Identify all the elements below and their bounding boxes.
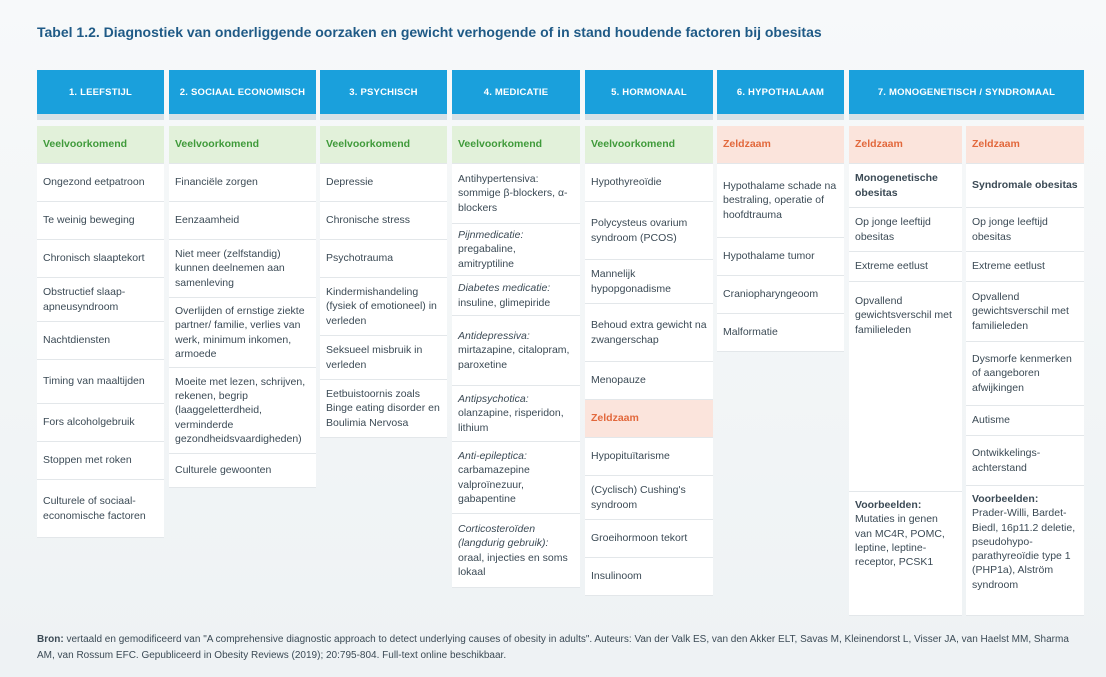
table-cell: Op jonge leeftijd obesitas <box>849 208 962 252</box>
table-cell: Mannelijk hypopgonadisme <box>585 260 713 304</box>
medication-cell <box>452 164 580 224</box>
column-header: 4. MEDICATIE <box>452 70 580 120</box>
table-cell: Seksueel misbruik in verleden <box>320 336 447 380</box>
subcolumn-heading: Monogenetische obesitas <box>849 164 962 208</box>
source-note <box>37 632 1077 664</box>
table-cell: Culturele of sociaal-economische factoren <box>37 480 164 538</box>
table-cell: Menopauze <box>585 362 713 400</box>
medication-label: Antidepressiva: <box>458 330 530 343</box>
examples-label: Voorbeelden: <box>972 493 1039 505</box>
examples-text: Prader-Willi, Bardet-Biedl, 16p11.2 deletie, pseudohypo-parathyreoïdie type 1 (PHP1a), Alström syndroom <box>972 507 1076 591</box>
subcolumn-monogenetisch <box>849 126 962 616</box>
column-header: 5. HORMONAAL <box>585 70 713 120</box>
table-cell: Hypopituïtarisme <box>585 438 713 476</box>
column-header: 6. HYPOTHALAAM <box>717 70 844 120</box>
medication-cell <box>452 386 580 442</box>
category-common: Veelvoorkomend <box>585 126 713 164</box>
examples-cell <box>849 492 962 616</box>
table-cell: Culturele gewoonten <box>169 454 316 488</box>
medication-text: olanzapine, risperidon, lithium <box>458 407 564 434</box>
table-cell: Op jonge leeftijd obesitas <box>966 208 1084 252</box>
table-cell: (Cyclisch) Cushing's syndroom <box>585 476 713 520</box>
column-header: 3. PSYCHISCH <box>320 70 447 120</box>
table-cell: Opvallend gewichtsverschil met familieleden <box>966 282 1084 342</box>
medication-cell <box>452 514 580 588</box>
medication-label: Antihypertensiva: <box>458 173 539 186</box>
table-cell: Fors alcoholgebruik <box>37 404 164 442</box>
medication-cell <box>452 276 580 316</box>
medication-cell <box>452 442 580 514</box>
table-cell: Te weinig beweging <box>37 202 164 240</box>
table-cell: Ontwikkelings-achterstand <box>966 436 1084 486</box>
column-header: 1. LEEFSTIJL <box>37 70 164 120</box>
medication-label: Corticosteroïden (langdurig gebruik): <box>458 522 549 550</box>
table-cell: Moeite met lezen, schrijven, rekenen, begrip (laaggeletterdheid, verminderde gezondheidsvaardigheden) <box>169 368 316 454</box>
table-cell: Behoud extra gewicht na zwangerschap <box>585 304 713 362</box>
column-medicatie <box>452 70 580 588</box>
table-cell: Malformatie <box>717 314 844 352</box>
table-cell: Insulinoom <box>585 558 713 596</box>
table-cell: Ongezond eetpatroon <box>37 164 164 202</box>
medication-text: carbamazepine valproïnezuur, gabapentine <box>458 464 530 505</box>
medication-text: pregabaline, amitryptiline <box>458 243 516 270</box>
table-cell: Dysmorfe kenmerken of aangeboren afwijkingen <box>966 342 1084 406</box>
table-cell: Niet meer (zelfstandig) kunnen deelnemen aan samenleving <box>169 240 316 298</box>
subcolumn-syndromaal <box>966 126 1084 616</box>
medication-text: mirtazapine, citalopram, paroxetine <box>458 344 570 371</box>
table-cell: Hypothyreoïdie <box>585 164 713 202</box>
category-common: Veelvoorkomend <box>452 126 580 164</box>
table-cell: Financiële zorgen <box>169 164 316 202</box>
medication-label: Antipsychotica: <box>458 393 529 406</box>
table-cell: Extreme eetlust <box>849 252 962 282</box>
medication-label: Diabetes medicatie: <box>458 282 551 295</box>
table-cell: Overlijden of ernstige ziekte partner/ familie, verlies van werk, minimum inkomen, armoede <box>169 298 316 368</box>
table-cell: Eenzaamheid <box>169 202 316 240</box>
category-common: Veelvoorkomend <box>320 126 447 164</box>
column-psychisch <box>320 70 447 438</box>
examples-cell <box>966 486 1084 616</box>
table-cell: Nachtdiensten <box>37 322 164 360</box>
medication-cell <box>452 224 580 276</box>
column-hormonaal <box>585 70 713 596</box>
column-header: 2. SOCIAAL ECONOMISCH <box>169 70 316 120</box>
table-cell: Stoppen met roken <box>37 442 164 480</box>
table-cell: Chronisch slaaptekort <box>37 240 164 278</box>
medication-label: Pijnmedicatie: <box>458 229 524 242</box>
table-cell: Chronische stress <box>320 202 447 240</box>
category-rare: Zeldzaam <box>966 126 1084 164</box>
column-sociaal-economisch <box>169 70 316 488</box>
table-cell: Groeihormoon tekort <box>585 520 713 558</box>
table-cell: Depressie <box>320 164 447 202</box>
column-hypothalaam <box>717 70 844 352</box>
table-cell: Psychotrauma <box>320 240 447 278</box>
category-common: Veelvoorkomend <box>169 126 316 164</box>
medication-text: sommige β-blockers, α-blockers <box>458 187 568 214</box>
examples-label: Voorbeelden: <box>855 499 922 511</box>
subcolumn-heading: Syndromale obesitas <box>966 164 1084 208</box>
category-rare: Zeldzaam <box>849 126 962 164</box>
source-label: Bron: <box>37 634 64 645</box>
table-cell: Hypothalame schade na bestraling, operatie of hoofdtrauma <box>717 164 844 238</box>
table-cell: Polycysteus ovarium syndroom (PCOS) <box>585 202 713 260</box>
examples-text: Mutaties in genen van MC4R, POMC, leptine, leptine-receptor, PCSK1 <box>855 513 945 569</box>
column-monogenetisch-syndromaal <box>849 70 1084 616</box>
column-header: 7. MONOGENETISCH / SYNDROMAAL <box>849 70 1084 120</box>
source-text: vertaald en gemodificeerd van "A comprehensive diagnostic approach to detect underlying causes of obesity in adults". Auteurs: Van der Valk ES, van den Akker ELT, Savas M, Kleinendorst L, Visser JA, van Haelst MM, Sharma AM, van Rossum EFC. Gepubliceerd in Obesity Reviews (2019); 20:795-804. Full-text online beschikbaar. <box>37 634 1069 661</box>
table-title: Tabel 1.2. Diagnostiek van onderliggende oorzaken en gewicht verhogende of in stand houdende factoren bij obesitas <box>37 24 822 40</box>
column-leefstijl <box>37 70 164 538</box>
category-rare: Zeldzaam <box>717 126 844 164</box>
table-cell: Autisme <box>966 406 1084 436</box>
table-cell: Obstructief slaap-apneusyndroom <box>37 278 164 322</box>
table-cell: Timing van maaltijden <box>37 360 164 404</box>
category-common: Veelvoorkomend <box>37 126 164 164</box>
medication-cell <box>452 316 580 386</box>
category-rare: Zeldzaam <box>585 400 713 438</box>
medication-label: Anti-epileptica: <box>458 449 527 462</box>
table-cell: Opvallend gewichtsverschil met familieleden <box>849 282 962 492</box>
table-cell: Hypothalame tumor <box>717 238 844 276</box>
table-cell: Eetbuistoornis zoals Binge eating disorder en Boulimia Nervosa <box>320 380 447 438</box>
table-cell: Extreme eetlust <box>966 252 1084 282</box>
table-cell: Kindermishandeling (fysiek of emotioneel) in verleden <box>320 278 447 336</box>
medication-text: insuline, glimepiride <box>458 296 551 309</box>
table-cell: Craniopharyngeoom <box>717 276 844 314</box>
medication-text: oraal, injecties en soms lokaal <box>458 551 568 578</box>
